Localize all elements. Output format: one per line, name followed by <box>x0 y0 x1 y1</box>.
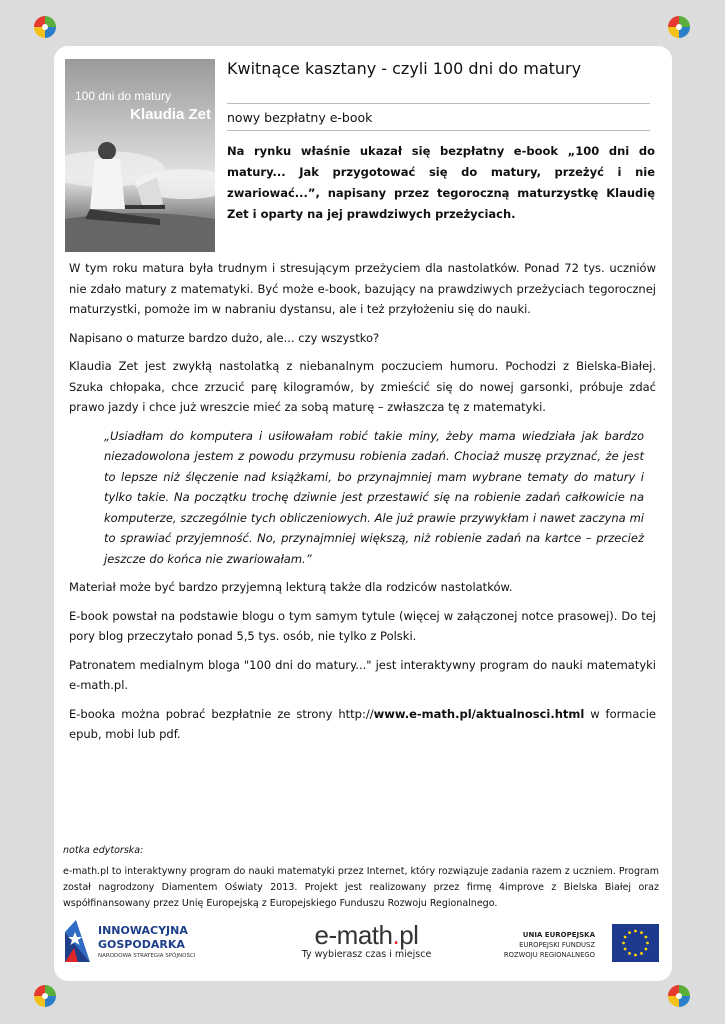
corner-pinwheel-icon <box>34 985 56 1007</box>
eu-star-icon <box>646 942 649 945</box>
ue-line-3: ROZWOJU REGIONALNEGO <box>503 951 595 959</box>
eu-star-icon <box>644 936 647 939</box>
download-link[interactable]: www.e-math.pl/aktualnosci.html <box>373 706 585 721</box>
ig-line-3: NARODOWA STRATEGIA SPÓJNOŚCI <box>98 953 196 959</box>
subtitle-divider <box>227 130 650 131</box>
ig-star-icon <box>62 918 94 964</box>
download-text-prefix: E-booka można pobrać bezpłatnie ze strony http:// <box>69 706 374 721</box>
download-paragraph <box>69 704 656 745</box>
eu-logo <box>499 924 659 964</box>
download-text-suffix: w formacie epub, mobi lub pdf. <box>69 706 656 741</box>
body-paragraph: E-book powstał na podstawie blogu o tym samym tytule (więcej w załączonej notce prasowej). Do tej pory blog przeczytało ponad 5,5 tys. osób, nie tylko z Polski. <box>69 608 656 643</box>
editorial-note-label: notka edytorska: <box>63 845 144 856</box>
article-title: Kwitnące kasztany - czyli 100 dni do matury <box>227 59 582 78</box>
cover-author: Klaudia Zet <box>130 106 211 123</box>
article-body <box>69 258 656 753</box>
body-paragraph: Klaudia Zet jest zwykłą nastolatką z niebanalnym poczuciem humoru. Pochodzi z Bielska-Białej. Szuka chłopaka, chce zrzucić parę kilogramów, by zmieścić się do nowej garsonki, próbuje zdać prawo jazdy i chce już wreszcie mieć za sobą maturę – zwłaszcza tę z matematyki. <box>69 359 656 414</box>
corner-pinwheel-icon <box>34 16 56 38</box>
body-paragraph: W tym roku matura była trudnym i stresującym przeżyciem dla nastolatków. Ponad 72 tys. uczniów nie zdało matury z matematyki. Być może e-book, bazujący na prawdziwych przeżyciach tegorocznej maturzystki, pomoże im w nabraniu dystansu, ale i też przyłożeniu się do nauki. <box>69 261 656 316</box>
eu-star-icon <box>640 931 643 934</box>
document-page <box>54 46 672 981</box>
eu-star-icon <box>624 936 627 939</box>
eu-star-icon <box>622 942 625 945</box>
book-cover-image <box>65 59 215 252</box>
emath-name: e-math <box>314 920 393 950</box>
eu-star-icon <box>640 952 643 955</box>
eu-star-icon <box>634 954 637 957</box>
corner-pinwheel-icon <box>668 16 690 38</box>
editorial-note: e-math.pl to interaktywny program do nauki matematyki przez Internet, który rozwiązuje zadania razem z uczniem. Program został nagrodzony Diamentem Oświaty 2013. Projekt jest realizowany przez firmę 4improve z Bielska Białej oraz współfinansowany przez Unię Europejską z Europejskiego Funduszu Rozwoju Regionalnego. <box>63 866 659 909</box>
body-paragraph: Patronatem medialnym bloga "100 dni do matury..." jest interaktywny program do nauki matematyki e-math.pl. <box>69 657 656 692</box>
ue-line-2: EUROPEJSKI FUNDUSZ <box>519 941 595 949</box>
eu-star-icon <box>624 948 627 951</box>
innowacyjna-gospodarka-logo <box>62 918 212 966</box>
emath-logo <box>299 920 434 970</box>
emath-tagline: Ty wybierasz czas i miejsce <box>301 949 432 960</box>
body-paragraph: Materiał może być bardzo przyjemną lekturą także dla rodziców nastolatków. <box>69 580 513 594</box>
quote-paragraph: „Usiadłam do komputera i usiłowałam robić takie miny, żeby mama wiedziała jak bardzo niezadowolona jestem z powodu przymusu robienia zadań. Chociaż muszę przyznać, że jest to lepsze niż ślęczenie nad książkami, bo przynajmniej mam wybrane tematy do matury i tylko takie. Na początku trochę dziwnie jest przestawić się na robienie zadań całkowicie na komputerze, szczególnie tych obliczeniowych. Ale już prawie przywykłam i nawet zaczyna mi to sprawiać przyjemność. No, przynajmniej większą, niż robienie zadań na kartce – przecież jeszcze do końca nie zwariowałam.” <box>104 428 644 566</box>
eu-star-icon <box>628 952 631 955</box>
corner-pinwheel-icon <box>668 985 690 1007</box>
cover-subtitle: 100 dni do matury <box>75 89 172 103</box>
eu-star-icon <box>644 948 647 951</box>
article-subtitle: nowy bezpłatny e-book <box>227 110 373 125</box>
ig-line-1: INNOWACYJNA <box>98 924 188 937</box>
lead-paragraph: Na rynku właśnie ukazał się bezpłatny e-book „100 dni do matury... Jak przygotować się do matury, przeżyć i nie zwariować...”, napisany przez tegoroczną maturzystkę Klaudię Zet i oparty na jej prawdziwych przeżyciach. <box>227 144 655 221</box>
eu-star-icon <box>628 931 631 934</box>
ue-line-1: UNIA EUROPEJSKA <box>522 931 595 939</box>
eu-star-icon <box>634 930 637 933</box>
emath-dot: . <box>392 920 400 950</box>
ig-line-2: GOSPODARKA <box>98 938 185 951</box>
cover-illustration <box>65 59 215 252</box>
emath-tld: pl <box>399 920 419 950</box>
eu-flag-icon <box>612 924 659 962</box>
title-divider <box>227 103 650 104</box>
body-paragraph: Napisano o maturze bardzo dużo, ale... czy wszystko? <box>69 330 380 345</box>
